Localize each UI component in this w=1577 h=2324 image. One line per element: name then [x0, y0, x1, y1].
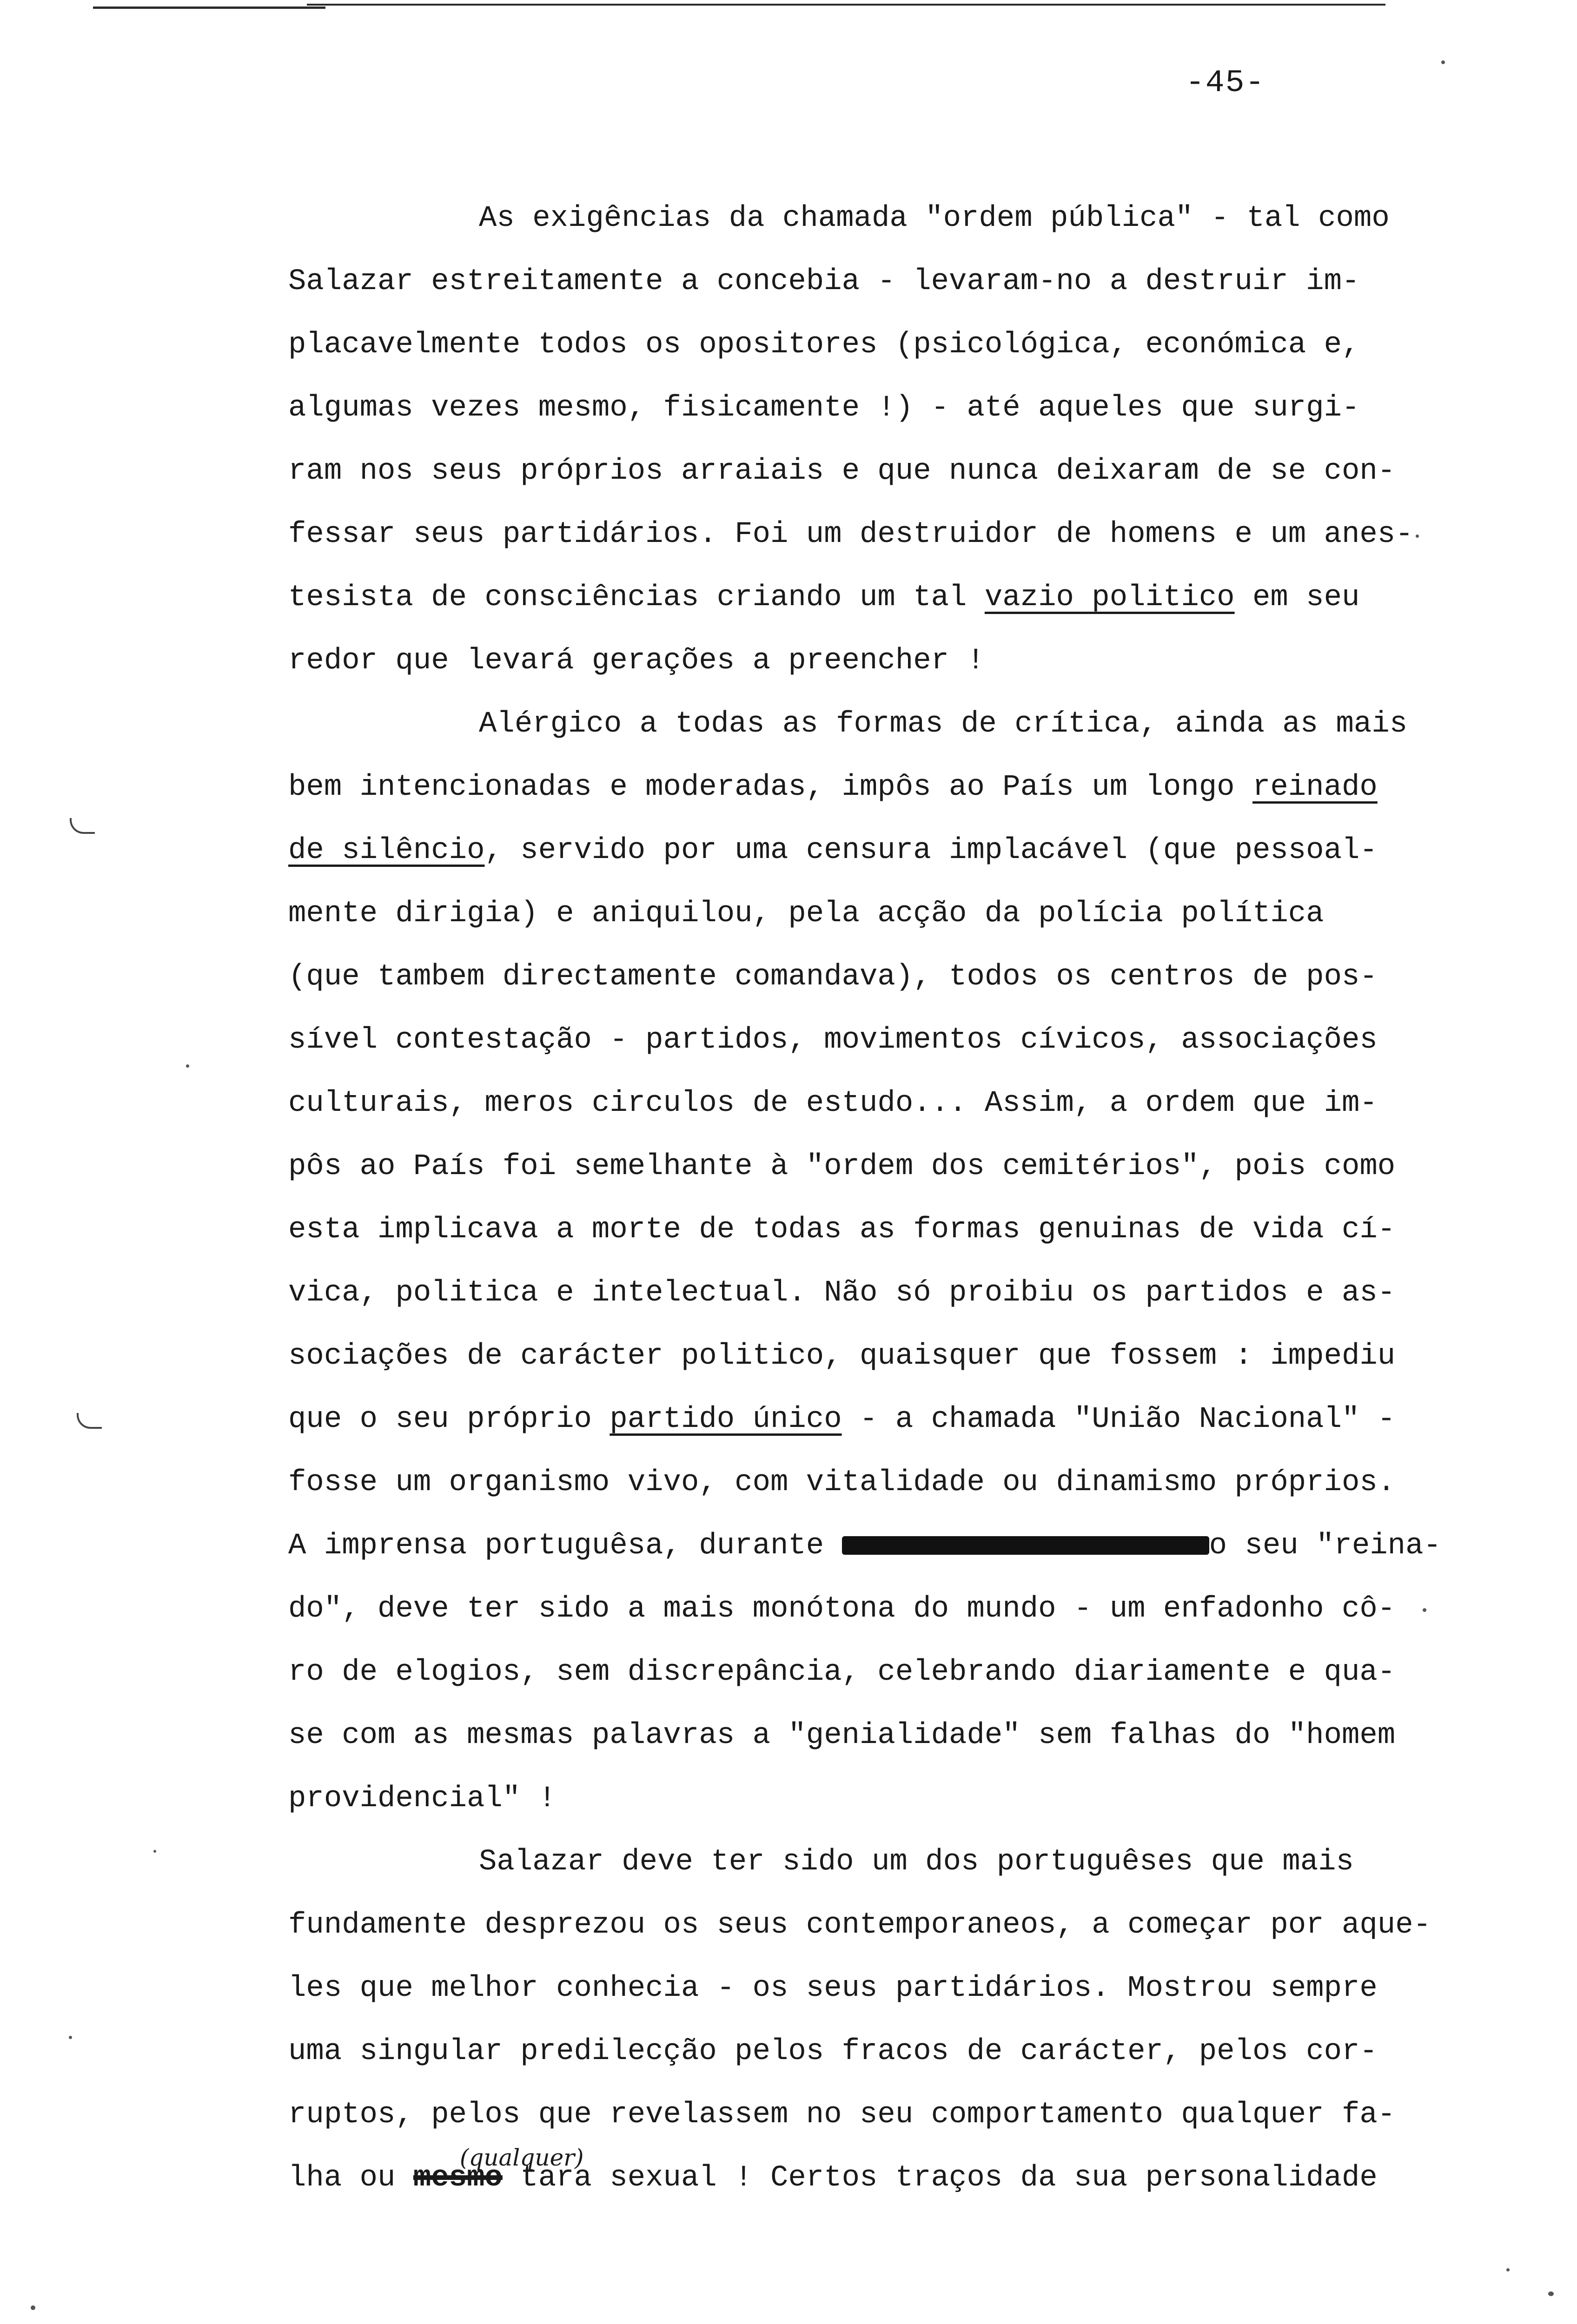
- text-segment: tara sexual ! Certos traços da sua personalidade: [502, 2161, 1378, 2195]
- text-line: [288, 1965, 1506, 2028]
- scan-speck: [1441, 60, 1445, 64]
- page-number: -45-: [1186, 65, 1266, 101]
- text-segment: ram nos seus próprios arraiais e que nunca deixaram de se con-: [288, 455, 1396, 488]
- typed-text-body: [288, 195, 1506, 2218]
- text-line: [288, 638, 1506, 701]
- text-segment: pôs ao País foi semelhante à "ordem dos cemitérios", pois como: [288, 1150, 1396, 1183]
- underlined-phrase: reinado: [1252, 771, 1378, 804]
- underlined-phrase: partido único: [610, 1403, 842, 1436]
- text-line: [288, 827, 1506, 891]
- text-line: [288, 1586, 1506, 1649]
- redaction-bar: [842, 1536, 1209, 1555]
- text-segment: fessar seus partidários. Foi um destruidor de homens e um anes-: [288, 518, 1413, 551]
- text-line: [288, 1776, 1506, 1839]
- scan-margin-mark: [70, 818, 95, 834]
- scan-speck: [1548, 2291, 1554, 2296]
- text-segment: tesista de consciências criando um tal: [288, 581, 985, 614]
- text-line: [288, 1017, 1506, 1080]
- underlined-phrase: vazio politico: [984, 581, 1235, 614]
- scan-speck: [1416, 535, 1419, 538]
- text-line: [288, 322, 1506, 385]
- text-segment: fundamente desprezou os seus contemporaneos, a começar por aque-: [288, 1908, 1431, 1942]
- text-line: [288, 1523, 1506, 1586]
- text-line: [288, 1270, 1506, 1333]
- text-segment: sível contestação - partidos, movimentos cívicos, associações: [288, 1023, 1378, 1057]
- text-segment: algumas vezes mesmo, fisicamente !) - até aqueles que surgi-: [288, 391, 1360, 425]
- top-border-line: [307, 4, 1385, 6]
- scan-speck: [153, 1850, 156, 1853]
- text-line: [288, 385, 1506, 448]
- text-line: [288, 701, 1506, 764]
- text-segment: redor que levará gerações a preencher !: [288, 644, 985, 678]
- text-line: [288, 1396, 1506, 1459]
- text-line: [288, 1649, 1506, 1712]
- text-segment: - a chamada "União Nacional" -: [842, 1403, 1396, 1436]
- struck-word: mesmo: [413, 2161, 503, 2195]
- underlined-phrase: de silêncio: [288, 834, 485, 867]
- text-segment: fosse um organismo vivo, com vitalidade ou dinamismo próprios.: [288, 1466, 1396, 1499]
- text-segment: placavelmente todos os opositores (psicológica, económica e,: [288, 328, 1360, 362]
- text-line: [288, 1902, 1506, 1965]
- text-line: [288, 954, 1506, 1017]
- scan-speck: [1423, 1608, 1426, 1612]
- text-line: [288, 195, 1506, 258]
- text-line: [288, 448, 1506, 511]
- text-segment: culturais, meros circulos de estudo... Assim, a ordem que im-: [288, 1087, 1378, 1120]
- text-segment: ruptos, pelos que revelassem no seu comportamento qualquer fa-: [288, 2098, 1396, 2132]
- text-line: [288, 1333, 1506, 1396]
- scan-margin-mark: [77, 1413, 102, 1429]
- text-segment: Salazar estreitamente a concebia - levaram-no a destruir im-: [288, 265, 1360, 298]
- text-segment: se com as mesmas palavras a "genialidade" sem falhas do "homem: [288, 1719, 1396, 1752]
- text-segment: providencial" !: [288, 1782, 557, 1816]
- text-line: [288, 2144, 1506, 2218]
- text-line: [288, 511, 1506, 574]
- scan-speck: [1506, 2268, 1510, 2271]
- text-line: [288, 1839, 1506, 1902]
- text-segment: do", deve ter sido a mais monótona do mundo - um enfadonho cô-: [288, 1592, 1396, 1626]
- text-segment: bem intencionadas e moderadas, impôs ao País um longo: [288, 771, 1252, 804]
- text-segment: , servido por uma censura implacável (que pessoal-: [484, 834, 1378, 867]
- text-segment: As exigências da chamada "ordem pública" - tal como: [479, 202, 1390, 235]
- text-line: [288, 574, 1506, 638]
- text-segment: lha ou: [288, 2161, 413, 2195]
- text-line: [288, 1712, 1506, 1776]
- text-segment: em seu: [1234, 581, 1360, 614]
- scan-speck: [31, 2305, 35, 2310]
- handwritten-correction: [413, 2144, 584, 2201]
- text-segment: o seu "reina-: [1209, 1529, 1441, 1563]
- text-segment: vica, politica e intelectual. Não só proibiu os partidos e as-: [288, 1276, 1396, 1310]
- text-line: [288, 1080, 1506, 1143]
- text-line: [288, 764, 1506, 827]
- text-segment: que o seu próprio: [288, 1403, 610, 1436]
- text-segment: mente dirigia) e aniquilou, pela acção da polícia política: [288, 897, 1324, 931]
- scan-speck: [186, 1064, 189, 1068]
- handwritten-insertion: (qualquer): [459, 2144, 584, 2171]
- text-line: [288, 1143, 1506, 1207]
- text-segment: Alérgico a todas as formas de crítica, ainda as mais: [479, 707, 1408, 741]
- top-border-line: [93, 7, 325, 9]
- text-segment: esta implicava a morte de todas as formas genuinas de vida cí-: [288, 1213, 1396, 1247]
- text-segment: uma singular predilecção pelos fracos de carácter, pelos cor-: [288, 2035, 1378, 2068]
- text-segment: A imprensa portuguêsa, durante: [288, 1529, 842, 1563]
- text-segment: les que melhor conhecia - os seus partidários. Mostrou sempre: [288, 1972, 1378, 2005]
- text-segment: ro de elogios, sem discrepância, celebrando diariamente e qua-: [288, 1656, 1396, 1689]
- text-segment: sociações de carácter politico, quaisquer que fossem : impediu: [288, 1340, 1396, 1373]
- text-line: [288, 1207, 1506, 1270]
- text-line: [288, 2028, 1506, 2092]
- scan-speck: [69, 2036, 72, 2039]
- text-line: [288, 258, 1506, 322]
- text-line: [288, 1459, 1506, 1523]
- text-segment: Salazar deve ter sido um dos portuguêses que mais: [479, 1845, 1354, 1879]
- text-segment: (que tambem directamente comandava), todos os centros de pos-: [288, 960, 1378, 994]
- text-line: [288, 891, 1506, 954]
